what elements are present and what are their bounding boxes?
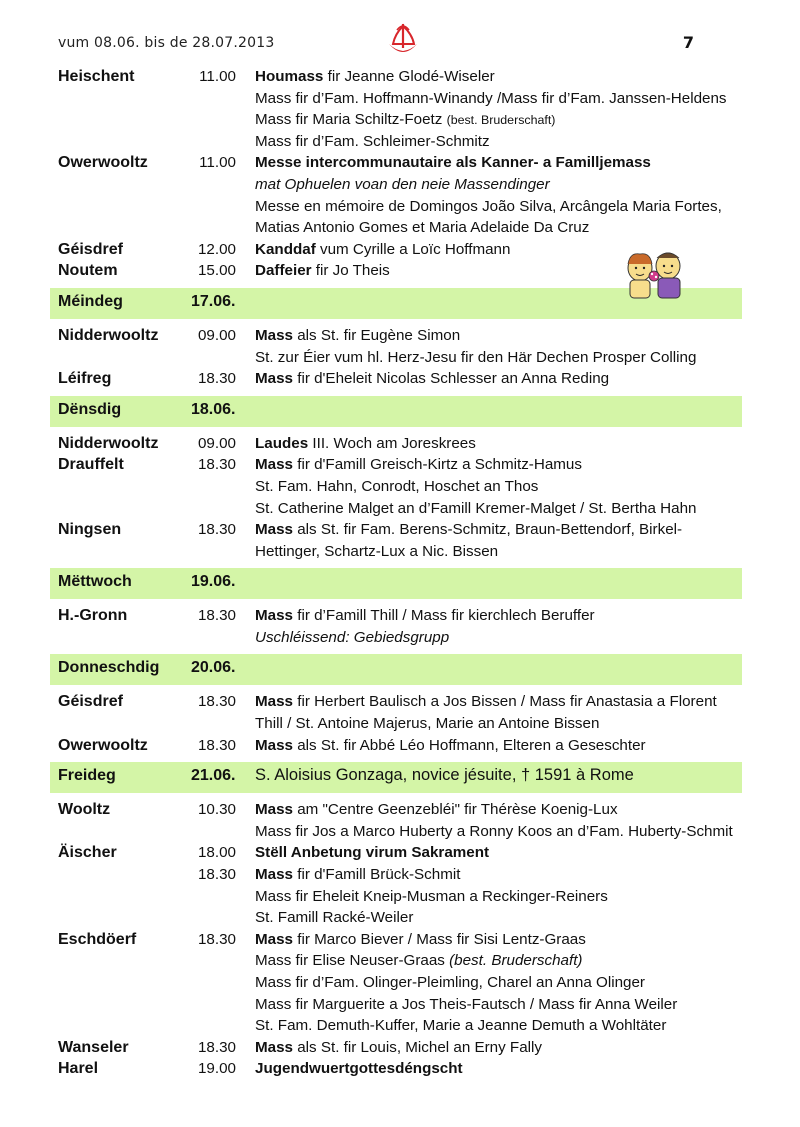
service-time: 11.00 — [199, 154, 236, 172]
description-segment: Mass — [255, 736, 293, 754]
schedule-row — [0, 433, 800, 455]
schedule-row — [0, 476, 800, 498]
day-name: Freideg — [58, 767, 116, 785]
schedule-row — [0, 907, 800, 929]
description-segment: Laudes — [255, 434, 309, 452]
day-header — [0, 396, 800, 427]
description-segment: St. Catherine Malget an d’Famill Kremer-Malget / St. Bertha Hahn — [255, 499, 697, 517]
service-time: 15.00 — [197, 262, 236, 280]
service-description — [255, 347, 696, 369]
description-segment: Mass — [255, 456, 293, 474]
schedule-list — [0, 66, 800, 1080]
place-name: Heischent — [58, 68, 135, 85]
description-segment: Mass — [255, 370, 293, 388]
description-segment: mat Ophuelen voan den neie Massendinger — [255, 175, 550, 193]
place-name: Noutem — [58, 262, 118, 280]
description-segment: Mass — [255, 326, 293, 344]
schedule-row — [0, 1058, 800, 1080]
description-segment: fir d'Famill Greisch-Kirtz a Schmitz-Hamus — [293, 456, 582, 474]
service-description — [255, 433, 476, 455]
service-time: 19.00 — [197, 1060, 236, 1078]
description-segment: Mass fir d’Fam. Hoffmann-Winandy /Mass fir d’Fam. Janssen-Heldens — [255, 89, 727, 107]
day-date: 18.06. — [191, 400, 236, 418]
description-segment: Mass fir Eheleit Kneip-Musman a Reckinger-Reiners — [255, 887, 608, 905]
day-name: Mëttwoch — [58, 573, 132, 591]
service-description — [255, 713, 599, 735]
service-description — [255, 1058, 463, 1080]
description-segment: III. Woch am Joreskrees — [308, 434, 476, 452]
place-name: Eschdöerf — [58, 930, 137, 948]
day-date: 17.06. — [191, 292, 236, 310]
schedule-row — [0, 886, 800, 908]
description-segment: Jugendwuertgottesdéngscht — [255, 1060, 463, 1078]
page-header — [58, 33, 698, 57]
schedule-row — [0, 1037, 800, 1059]
description-segment: Mass fir d’Fam. Schleimer-Schmitz — [255, 132, 490, 150]
description-segment: fir d'Famill Brück-Schmit — [293, 866, 461, 884]
description-segment: fir Jo Theis — [311, 262, 390, 280]
description-segment: (best. Bruderschaft) — [449, 952, 583, 970]
description-segment: als St. fir Abbé Léo Hoffmann, Elteren a Geseschter — [293, 736, 646, 754]
children-illustration-icon — [616, 246, 694, 304]
service-time: 18.30 — [197, 1038, 236, 1056]
service-description — [255, 519, 682, 541]
date-range: vum 08.06. bis de 28.07.2013 — [58, 35, 275, 51]
schedule-row — [0, 541, 800, 563]
day-date: 21.06. — [191, 767, 236, 785]
schedule-row — [0, 929, 800, 951]
service-description — [255, 239, 510, 261]
service-description — [255, 174, 550, 196]
description-segment: Messe intercommunautaire als Kanner- a Familljemass — [255, 154, 651, 172]
service-description — [255, 1015, 666, 1037]
description-segment: Messe en mémoire de Domingos João Silva, Arcângela Maria Fortes, — [255, 197, 722, 215]
day-date: 20.06. — [191, 659, 236, 677]
description-segment: Hettinger, Schartz-Lux a Nic. Bissen — [255, 542, 499, 560]
place-name: Nidderwooltz — [58, 326, 159, 344]
place-name: Léifreg — [58, 370, 112, 388]
schedule-row — [0, 217, 800, 239]
description-segment: fir Jeanne Glodé-Wiseler — [323, 68, 495, 85]
day-header — [0, 568, 800, 599]
service-description — [255, 152, 651, 174]
schedule-row — [0, 368, 800, 390]
service-description — [255, 476, 538, 498]
service-description — [255, 799, 618, 821]
description-segment: St. Fam. Demuth-Kuffer, Marie a Jeanne Demuth a Wohltäter — [255, 1017, 667, 1035]
service-time: 12.00 — [197, 240, 236, 258]
service-time: 18.30 — [197, 370, 236, 388]
service-description — [255, 217, 589, 239]
place-name: Géisdref — [58, 240, 123, 258]
service-time: 18.30 — [197, 693, 236, 711]
schedule-row — [0, 174, 800, 196]
place-name: Harel — [58, 1060, 99, 1078]
place-name: Äischer — [58, 844, 117, 862]
schedule-row — [0, 842, 800, 864]
day-header — [0, 654, 800, 685]
service-time: 10.30 — [197, 801, 236, 819]
service-description — [255, 929, 586, 951]
schedule-row — [0, 735, 800, 757]
description-segment: Mass — [255, 801, 293, 819]
schedule-row — [0, 994, 800, 1016]
description-segment: Mass fir Jos a Marco Huberty a Ronny Koos an d’Fam. Huberty-Schmit — [255, 822, 733, 840]
day-band — [50, 396, 742, 427]
description-segment: am "Centre Geenzebléi" fir Thérèse Koenig-Lux — [293, 801, 618, 819]
service-description — [255, 605, 595, 627]
description-segment: St. zur Éier vum hl. Herz-Jesu fir den Här Dechen Prosper Colling — [255, 348, 697, 366]
description-segment: Stëll Anbetung virum Sakrament — [255, 844, 490, 862]
schedule-row — [0, 325, 800, 347]
description-segment: Thill / St. Antoine Majerus, Marie an Antoine Bissen — [255, 715, 600, 733]
schedule-row — [0, 66, 800, 88]
service-description — [255, 735, 646, 757]
description-segment: St. Fam. Hahn, Conrodt, Hoschet an Thos — [255, 477, 539, 495]
place-name: Owerwooltz — [58, 736, 148, 754]
page-number: 7 — [682, 33, 694, 52]
service-time: 11.00 — [199, 68, 236, 85]
service-description — [255, 131, 490, 153]
schedule-row — [0, 196, 800, 218]
service-description — [255, 907, 413, 929]
description-segment: Daffeier — [255, 262, 312, 280]
place-name: Nidderwooltz — [58, 434, 159, 452]
service-description — [255, 368, 609, 390]
place-name: Owerwooltz — [58, 154, 148, 172]
description-segment: (best. Bruderschaft) — [446, 113, 556, 128]
schedule-row — [0, 821, 800, 843]
description-segment: Uschléissend: Gebiedsgrupp — [255, 628, 450, 646]
service-description — [255, 821, 733, 843]
description-segment: Mass fir Marguerite a Jos Theis-Fautsch / Mass fir Anna Weiler — [255, 995, 678, 1013]
service-description — [255, 196, 722, 218]
schedule-row — [0, 347, 800, 369]
service-description — [255, 260, 390, 282]
service-description — [255, 842, 489, 864]
service-description — [255, 886, 608, 908]
day-name: Méindeg — [58, 292, 123, 310]
description-segment: als St. fir Fam. Berens-Schmitz, Braun-Bettendorf, Birkel- — [293, 521, 683, 539]
description-segment: Mass fir d’Fam. Olinger-Pleimling, Charel an Anna Olinger — [255, 974, 645, 991]
service-description — [255, 950, 582, 972]
place-name: Géisdref — [58, 693, 123, 711]
service-description — [255, 454, 582, 476]
service-time: 09.00 — [197, 326, 236, 344]
service-time: 18.30 — [197, 866, 236, 884]
description-segment: fir Marco Biever / Mass fir Sisi Lentz-Graas — [293, 930, 586, 948]
description-segment: Mass fir Elise Neuser-Graas — [255, 952, 450, 970]
description-segment: Mass — [255, 521, 293, 539]
description-segment: Mass — [255, 607, 293, 625]
service-description — [255, 66, 495, 88]
description-segment: Mass — [255, 693, 293, 711]
service-description — [255, 864, 460, 886]
service-time: 18.30 — [197, 736, 236, 754]
schedule-row — [0, 454, 800, 476]
schedule-row — [0, 1015, 800, 1037]
schedule-row — [0, 864, 800, 886]
description-segment: Mass fir Maria Schiltz-Foetz — [255, 111, 447, 129]
service-description — [255, 691, 717, 713]
description-segment: als St. fir Louis, Michel an Erny Fally — [293, 1038, 542, 1056]
service-time: 18.30 — [197, 607, 236, 625]
description-segment: als St. fir Eugène Simon — [293, 326, 461, 344]
description-segment: Mass — [255, 866, 293, 884]
schedule-row — [0, 131, 800, 153]
schedule-row — [0, 498, 800, 520]
service-description — [255, 1037, 542, 1059]
day-band — [50, 568, 742, 599]
description-segment: Mass — [255, 930, 293, 948]
parish-logo-icon — [385, 20, 421, 60]
description-segment: vum Cyrille a Loïc Hoffmann — [315, 240, 511, 258]
description-segment: fir d'Eheleit Nicolas Schlesser an Anna Reding — [293, 370, 610, 388]
service-time: 18.30 — [197, 930, 236, 948]
service-time: 18.30 — [197, 521, 236, 539]
schedule-row — [0, 691, 800, 713]
place-name: Drauffelt — [58, 456, 124, 474]
day-name: Donneschdig — [58, 659, 160, 677]
place-name: Wooltz — [58, 801, 111, 819]
day-name: Dënsdig — [58, 400, 122, 418]
description-segment: Matias Antonio Gomes et Maria Adelaide Da Cruz — [255, 219, 590, 237]
service-description — [255, 627, 449, 649]
service-description — [255, 541, 498, 563]
schedule-row — [0, 713, 800, 735]
schedule-row — [0, 109, 800, 131]
service-description — [255, 325, 460, 347]
place-name: Wanseler — [58, 1038, 129, 1056]
schedule-row — [0, 972, 800, 994]
service-description — [255, 88, 727, 110]
schedule-row — [0, 950, 800, 972]
description-segment: Houmass — [255, 68, 324, 85]
schedule-row — [0, 152, 800, 174]
service-description — [255, 972, 645, 994]
day-header — [0, 762, 800, 793]
place-name: H.-Gronn — [58, 607, 128, 625]
service-description — [255, 109, 555, 132]
schedule-row — [0, 799, 800, 821]
service-time: 18.00 — [197, 844, 236, 862]
description-segment: fir d’Famill Thill / Mass fir kierchlech Beruffer — [293, 607, 595, 625]
service-description — [255, 994, 677, 1016]
day-note: S. Aloisius Gonzaga, novice jésuite, † 1591 à Rome — [255, 766, 634, 785]
service-description — [255, 498, 696, 520]
schedule-row — [0, 519, 800, 541]
description-segment: fir Herbert Baulisch a Jos Bissen / Mass fir Anastasia a Florent — [293, 693, 717, 711]
description-segment: Mass — [255, 1038, 293, 1056]
description-segment: St. Famill Racké-Weiler — [255, 909, 414, 927]
description-segment: Kanddaf — [255, 240, 316, 258]
service-time: 18.30 — [197, 456, 236, 474]
day-date: 19.06. — [191, 573, 236, 591]
service-time: 09.00 — [197, 434, 236, 452]
schedule-row — [0, 605, 800, 627]
place-name: Ningsen — [58, 521, 122, 539]
schedule-row — [0, 627, 800, 649]
schedule-row — [0, 88, 800, 110]
